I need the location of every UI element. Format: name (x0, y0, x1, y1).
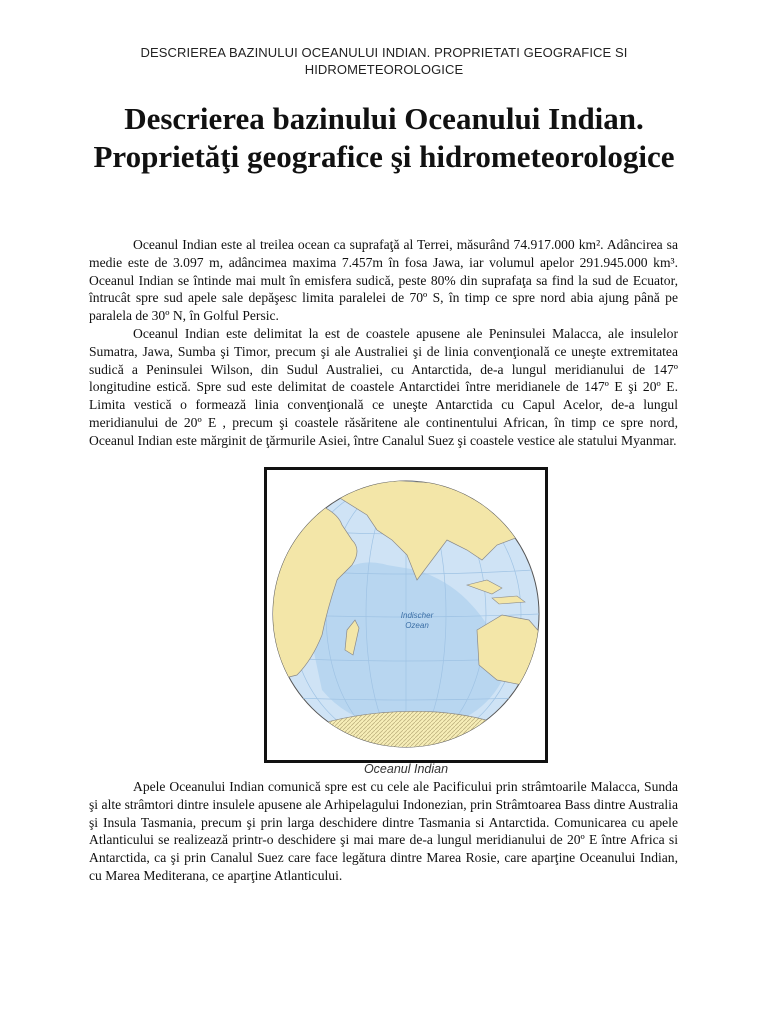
paragraph-3: Apele Oceanului Indian comunică spre est cu cele ale Pacificului prin strâmtoarile Malacca, Sunda şi alte strâmtori dintre insulele apusene ale Arhipelagului Indonezian, prin Strâmtoarea Bass dintre Australia şi Insula Tasmania, precum şi prin larga deschidere dintre Tasmania si Antarctida. Comunicarea cu apele Atlanticului se realizează printr-o deschidere şi mai mare de-a lungul meridianului de 20º E între Africa si Antarctida, ca şi prin Canalul Suez care face legătura dintre Marea Rosie, care aparţine Oceanului Indian, cu Marea Mediterana, ce aparţine Atlanticului. (89, 779, 678, 883)
running-header: DESCRIEREA BAZINULUI OCEANULUI INDIAN. PROPRIETATI GEOGRAFICE SI HIDROMETEOROLOGICE (140, 45, 628, 77)
map-label-line2: Ozean (405, 621, 429, 630)
globe-map-graphic (267, 470, 545, 760)
paragraph-1: Oceanul Indian este al treilea ocean ca suprafaţă al Terrei, măsurând 74.917.000 km². Adâncirea sa medie este de 3.097 m, adâncimea maxima 7.457m în fosa Jawa, iar volumul apelor 291.945.000 km³. Oceanul Indian se întinde mai mult în emisfera sudică, peste 80% din suprafaţa sa find la sud de Ecuator, întrucât spre sud apele sale depăşesc limita paralelei de 70º S, în timp ce spre nord abia ajung până pe paralela de 30º N, în Golful Persic. (89, 237, 678, 324)
indian-ocean-globe-map (264, 467, 548, 763)
map-label-line1: Indischer (400, 611, 434, 620)
paragraph-2: Oceanul Indian este delimitat la est de coastele apusene ale Peninsulei Malacca, ale insulelor Sumatra, Jawa, Sumba şi Timor, precum şi ale Australiei şi de linia convenţională ce uneşte extremitatea sudică a Peninsulei Wilson, din Sudul Australiei, cu Antarctida, de-a lungul meridianului de 147º longitudine estică. Spre sud este delimitat de coastele Antarctidei între meridianele de 147º E şi 20º E. Limita vestică o formează linia convenţională ce uneşte Antarctida cu Capul Acelor, de-a lungul meridianului de 20º E , precum şi coastele răsăritene ale continentului African, în timp ce spre nord, Oceanul Indian este mărginit de ţărmurile Asiei, între Canalul Suez şi coastele vestice ale statului Myanmar. (89, 326, 678, 448)
figure-caption: Oceanul Indian (363, 762, 449, 776)
document-title: Descrierea bazinului Oceanului Indian. Proprietăţi geografice şi hidrometeorologice (93, 101, 675, 174)
